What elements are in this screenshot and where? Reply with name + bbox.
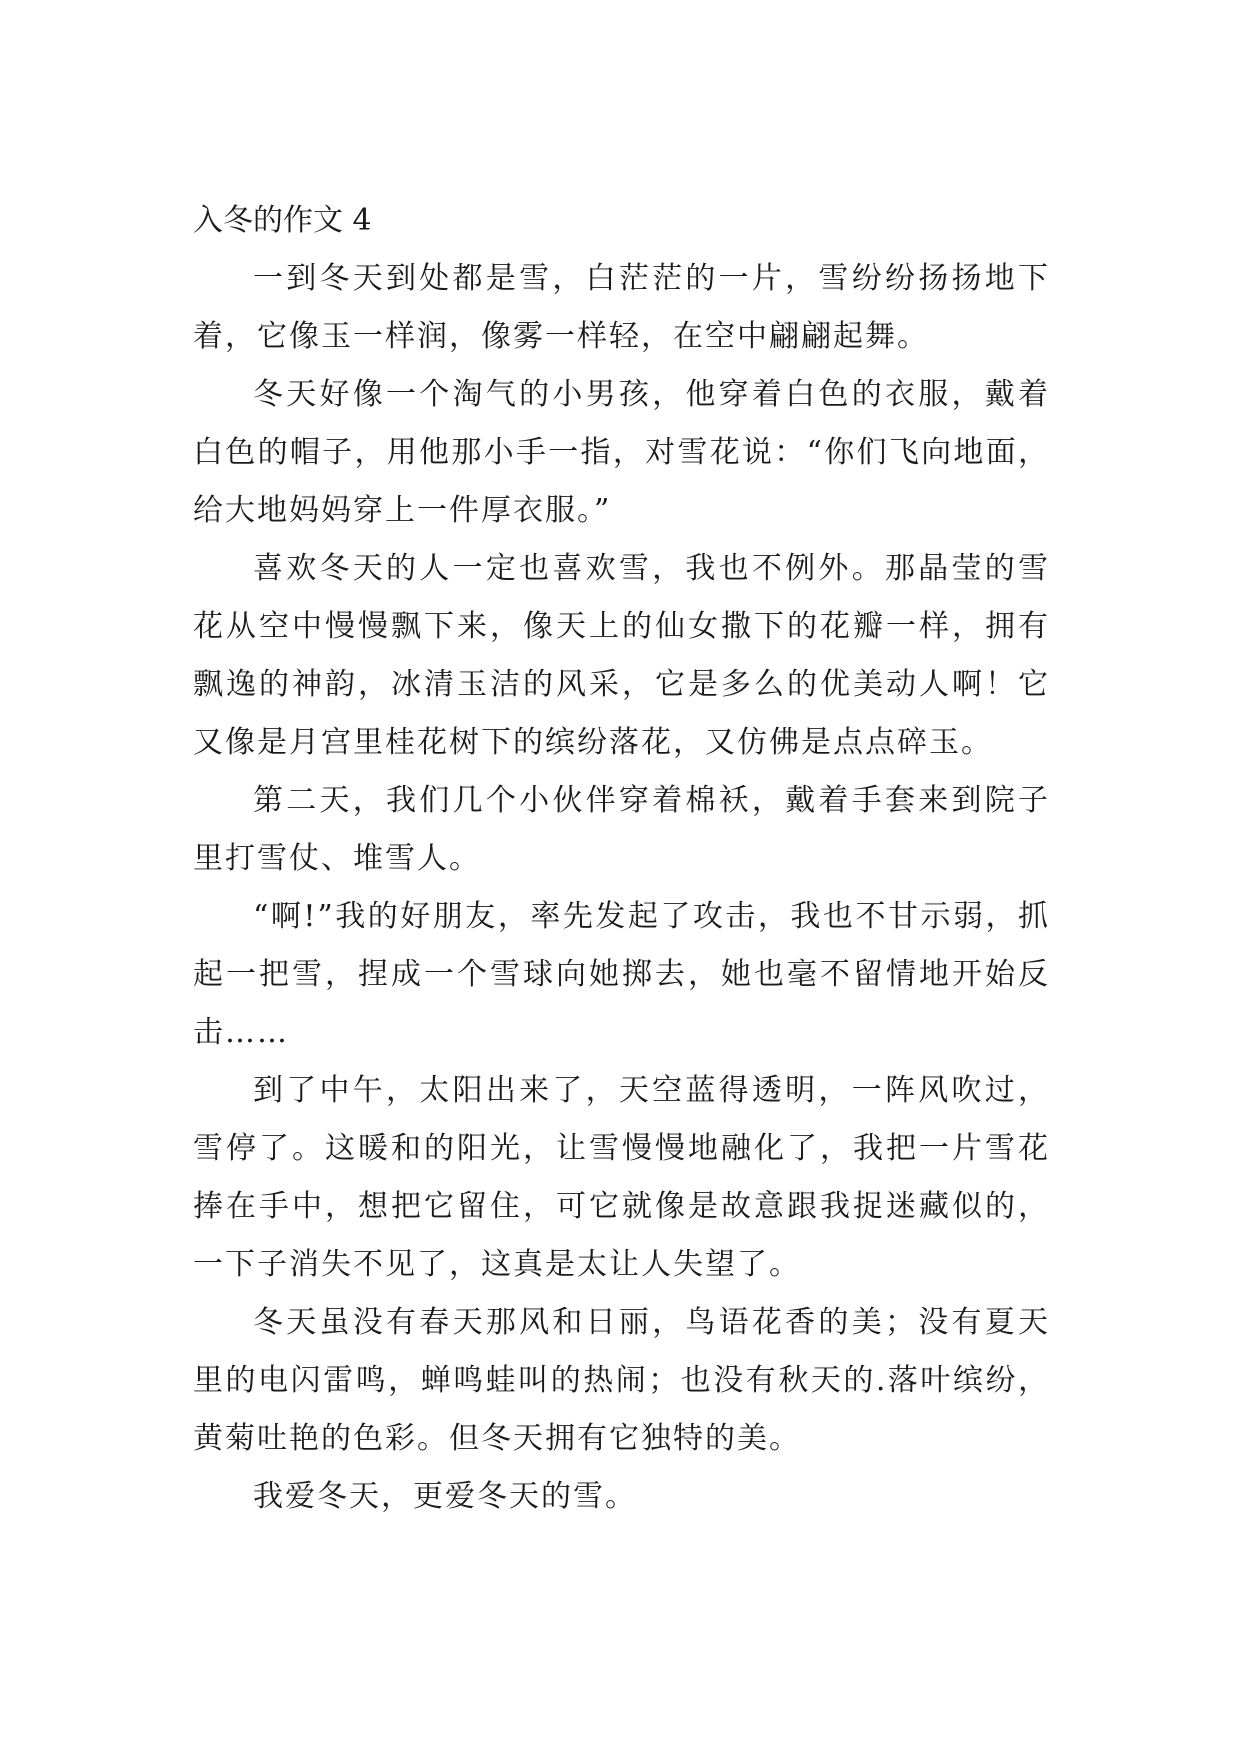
paragraph-8: 我爱冬天，更爱冬天的雪。 xyxy=(253,1479,637,1514)
paragraph-2: 冬天好像一个淘气的小男孩，他穿着白色的衣服，戴着白色的帽子，用他那小手一指，对雪花说：“你们飞向地面，给大地妈妈穿上一件厚衣服。” xyxy=(193,377,1050,528)
paragraph-4: 第二天，我们几个小伙伴穿着棉袄，戴着手套来到院子里打雪仗、堆雪人。 xyxy=(193,783,1050,876)
document-title: 入冬的作文 4 xyxy=(193,203,372,238)
paragraph-1: 一到冬天到处都是雪，白茫茫的一片，雪纷纷扬扬地下着，它像玉一样润，像雾一样轻，在空中翩翩起舞。 xyxy=(193,261,1050,354)
paragraph-6: 到了中午，太阳出来了，天空蓝得透明，一阵风吹过，雪停了。这暖和的阳光，让雪慢慢地融化了，我把一片雪花捧在手中，想把它留住，可它就像是故意跟我捉迷藏似的，一下子消失不见了，这真是太让人失望了。 xyxy=(193,1073,1050,1282)
paragraph-3: 喜欢冬天的人一定也喜欢雪，我也不例外。那晶莹的雪花从空中慢慢飘下来，像天上的仙女撒下的花瓣一样，拥有飘逸的神韵，冰清玉洁的风采，它是多么的优美动人啊！它又像是月宫里桂花树下的缤纷落花，又仿佛是点点碎玉。 xyxy=(193,551,1050,760)
paragraph-5: “啊!”我的好朋友，率先发起了攻击，我也不甘示弱，抓起一把雪，捏成一个雪球向她掷去，她也毫不留情地开始反击…… xyxy=(193,899,1050,1050)
document-page xyxy=(193,192,1050,1526)
paragraph-7: 冬天虽没有春天那风和日丽，鸟语花香的美；没有夏天里的电闪雷鸣，蝉鸣蛙叫的热闹；也没有秋天的.落叶缤纷，黄菊吐艳的色彩。但冬天拥有它独特的美。 xyxy=(193,1305,1050,1456)
